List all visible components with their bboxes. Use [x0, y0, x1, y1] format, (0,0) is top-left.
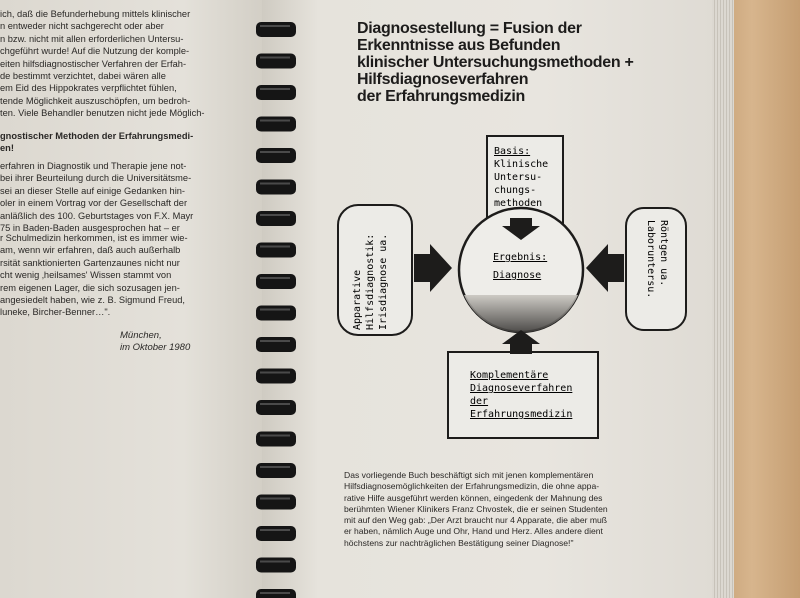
text-line: rem eigenen Lager, die sich sozusagen jen-: [0, 282, 180, 293]
binding-loop: [256, 526, 296, 541]
text-line: höchstens zur nachträglichen Bestätigung seiner Diagnose!": [344, 537, 574, 548]
page-title: [357, 20, 634, 105]
left-paragraph-2: [0, 160, 258, 234]
signature: [120, 330, 190, 354]
binding-loop-highlight: [260, 372, 290, 374]
text-line: r Schulmedizin herkommen, ist es immer wie-: [0, 233, 188, 243]
center-value: Diagnose: [493, 270, 542, 281]
text-line: erfahren in Diagnostik und Therapie jene not-: [0, 161, 187, 171]
binding-loop: [256, 54, 296, 69]
diagnosis-diagram: [330, 130, 690, 450]
binding-loop-highlight: [260, 403, 290, 405]
bottom-box-line: der: [470, 396, 489, 407]
binding-loop-highlight: [260, 561, 290, 563]
text-line: ten. Viele Behandler benutzen nicht jede Möglich-: [0, 108, 205, 119]
binding-loop-highlight: [260, 151, 290, 153]
top-box-line: Untersu-: [494, 172, 543, 183]
left-paragraph-3: [0, 232, 258, 319]
binding-loop-highlight: [260, 340, 290, 342]
title-line: der Erfahrungsmedizin: [357, 88, 525, 105]
text-line: chgeführt wurde! Auf die Nutzung der komple-: [0, 46, 190, 57]
top-box-line: methoden: [494, 198, 543, 209]
binding-loop: [256, 432, 296, 447]
binding-loop: [256, 337, 296, 352]
text-line: cht wenig ‚heilsames' Wissen stammt von: [0, 270, 172, 281]
text-line: angesiedelt haben, wie z. B. Sigmund Freud,: [0, 295, 186, 306]
binding-loop-highlight: [260, 466, 290, 468]
right-box-line: Laboruntersu.: [645, 220, 656, 299]
left-box-line: Apparative: [352, 269, 363, 330]
title-line: klinischer Untersuchungsmethoden +: [357, 54, 634, 71]
text-line: anläßlich des 100. Geburtstages von F.X. Mayr: [0, 210, 194, 221]
top-box-line: chungs-: [494, 185, 537, 196]
signature-city: München,: [120, 330, 162, 341]
binding-loop: [256, 22, 296, 37]
center-label: Ergebnis:: [493, 252, 548, 263]
binding-loop: [256, 400, 296, 415]
top-box-line: Klinische: [494, 159, 549, 170]
arrow-right: [414, 244, 452, 292]
left-box-line: Hilfsdiagnostik:: [365, 233, 376, 330]
signature-date: im Oktober 1980: [120, 342, 191, 353]
text-line: rative Hilfe ausgeführt werden können, eingedenk der Mahnung des: [344, 492, 603, 503]
binding-loop-highlight: [260, 529, 290, 531]
binding-loop-highlight: [260, 25, 290, 27]
title-line: Hilfsdiagnoseverfahren: [357, 71, 529, 88]
binding-loops: [256, 22, 296, 598]
binding-loop: [256, 180, 296, 195]
spiral-binding: [246, 0, 306, 598]
binding-loop: [256, 306, 296, 321]
text-line: Das vorliegende Buch beschäftigt sich mit jenen komplementären: [344, 470, 594, 480]
binding-loop-highlight: [260, 88, 290, 90]
binding-loop: [256, 558, 296, 573]
text-line: 75 in Baden-Baden ausgesprochen hat – er: [0, 223, 180, 234]
text-line: tende Möglichkeit auszuschöpfen, um bedroh-: [0, 95, 191, 106]
title-line: Diagnosestellung = Fusion der: [357, 20, 582, 37]
text-line: mit auf den Weg gab: „Der Arzt braucht nur 4 Apparate, die aber muß: [344, 515, 608, 526]
text-line: ich, daß die Befunderhebung mittels klinischer: [0, 9, 191, 19]
heading-line: en!: [0, 143, 14, 154]
binding-loop: [256, 243, 296, 258]
binding-loop: [256, 274, 296, 289]
binding-loop-highlight: [260, 214, 290, 216]
left-paragraph-1: [0, 8, 258, 120]
bottom-box-line: Diagnoseverfahren: [470, 383, 573, 394]
binding-loop: [256, 211, 296, 226]
text-line: em Eid des Hippokrates verpflichtet fühlen,: [0, 83, 177, 94]
binding-loop-highlight: [260, 183, 290, 185]
bottom-box-line: Komplementäre: [470, 370, 549, 381]
binding-loop-highlight: [260, 246, 290, 248]
text-line: am, wenn wir erfahren, daß auch außerhalb: [0, 245, 181, 256]
text-line: Hilfsdiagnosemöglichkeiten der Erfahrungsmedizin, die ohne appa-: [344, 481, 600, 492]
binding-loop: [256, 463, 296, 478]
binding-loop-highlight: [260, 498, 290, 500]
binding-loop-highlight: [260, 309, 290, 311]
arrow-up: [502, 330, 540, 354]
bottom-box: [448, 352, 598, 438]
binding-loop-highlight: [260, 120, 290, 122]
circle-shading: [464, 295, 578, 333]
text-line: n bzw. nicht mit allen erforderlichen Untersu-: [0, 33, 184, 44]
bottom-box-line: Erfahrungsmedizin: [470, 409, 573, 420]
page-stack-edge: [712, 0, 734, 598]
binding-loop: [256, 495, 296, 510]
binding-loop-highlight: [260, 592, 290, 594]
binding-loop: [256, 369, 296, 384]
left-page: [0, 0, 262, 598]
right-box-line: Röntgen ua.: [658, 220, 669, 287]
heading-line: gnostischer Methoden der Erfahrungsmedi-: [0, 131, 194, 141]
text-line: oler in einem Vortrag vor der Gesellschaft der: [0, 198, 188, 209]
text-line: berühmten Wiener Klinikers Franz Chvostek, die er seinen Studenten: [344, 503, 608, 514]
binding-loop-highlight: [260, 435, 290, 437]
arrow-left: [586, 244, 624, 292]
text-line: n entweder nicht sachgerecht oder aber: [0, 21, 164, 32]
text-line: eiten hilfsdiagnostischer Verfahren der Erfah-: [0, 58, 187, 69]
text-line: luneke, Bircher-Benner…".: [0, 307, 111, 318]
text-line: sei an dieser Stelle auf einige Gedanken hin-: [0, 185, 186, 196]
left-heading: [0, 130, 258, 155]
left-box-line: Irisdiagnose ua.: [378, 233, 389, 330]
binding-loop-highlight: [260, 277, 290, 279]
text-line: er haben, nämlich Auge und Ohr, Hand und Herz. Alles andere dient: [344, 526, 603, 537]
top-box-line: Basis:: [494, 146, 531, 157]
title-line: Erkenntnisse aus Befunden: [357, 37, 561, 54]
binding-loop: [256, 85, 296, 100]
text-line: rsität sanktionierten Gartenzaunes nicht nur: [0, 257, 180, 268]
binding-loop: [256, 117, 296, 132]
binding-loop-highlight: [260, 57, 290, 59]
text-line: bei ihrer Beurteilung durch die Universitätsme-: [0, 173, 192, 184]
text-line: de bestimmt verzichtet, dabei wären alle: [0, 71, 166, 82]
footer-paragraph: [344, 470, 684, 549]
binding-loop: [256, 148, 296, 163]
